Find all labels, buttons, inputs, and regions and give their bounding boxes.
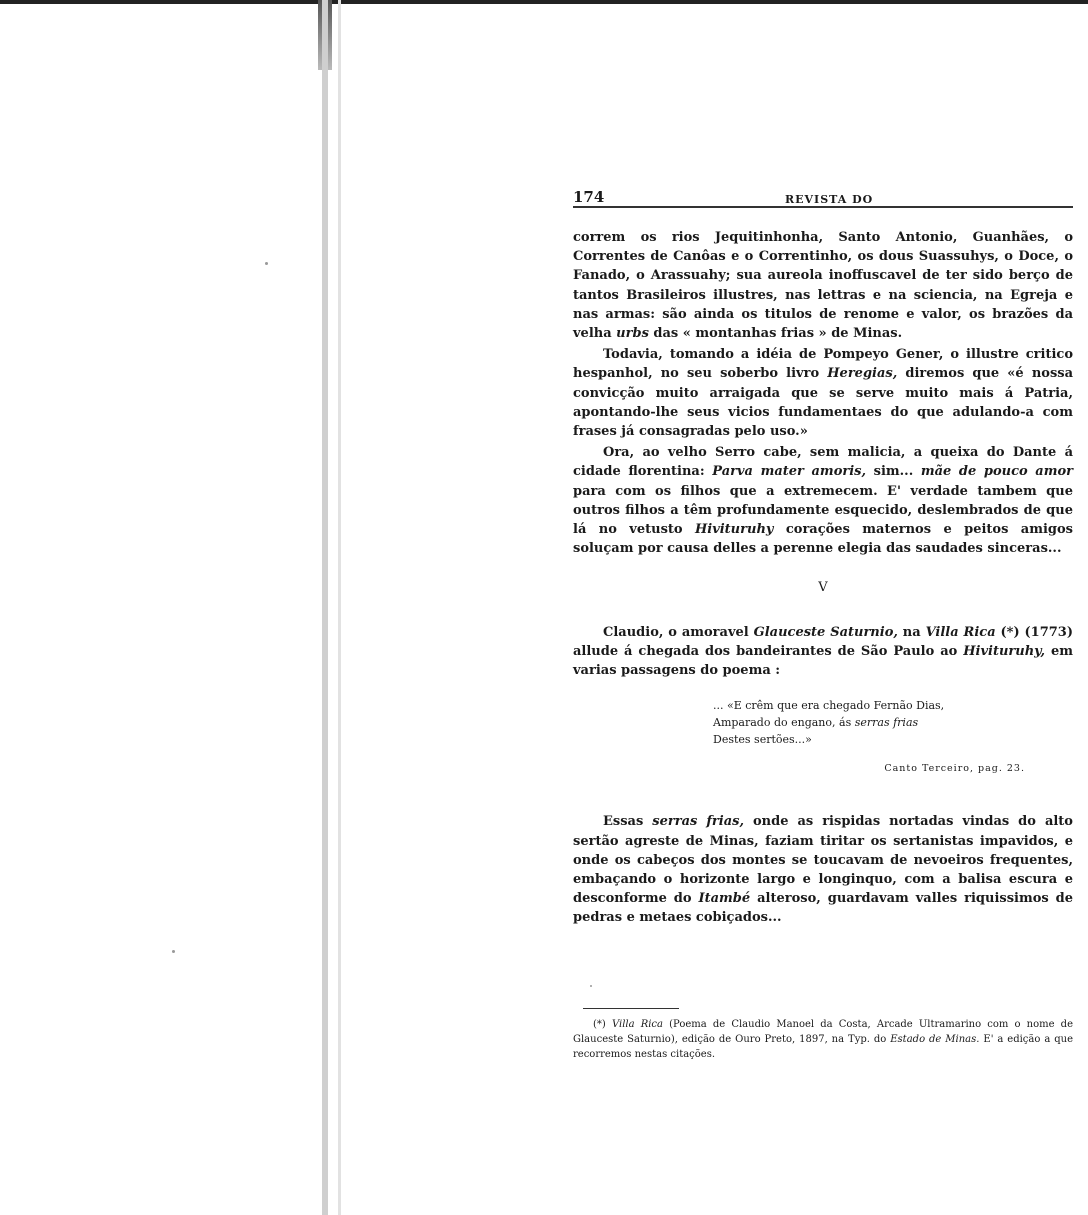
paragraph-serras: Essas serras frias, onde as rispidas nortadas vindas do alto sertão agreste de Minas, faziam tiritar os sertanistas impavidos, e onde os cabeços dos montes se toucavam de nevoeiros frequentes, embaçando o horizonte largo e longinquo, com a balisa escura e desconforme do Itambé alteroso, guardavam valles riquissimos de pedras e metaes cobiçados... <box>573 814 1074 926</box>
poem-quote <box>713 697 1073 748</box>
gutter-fold-light <box>338 0 341 1215</box>
page-header <box>573 180 1073 208</box>
section-v-paragraph: Claudio, o amoravel Glauceste Saturnio, na Villa Rica (*) (1773) allude á chegada dos bandeirantes de São Paulo ao Hivituruhy, em varias passagens do poema : <box>573 624 1073 679</box>
quote-source: Canto Terceiro, pag. 23. <box>884 763 1025 775</box>
book-gutter <box>318 0 352 1215</box>
quote-line: Amparado do engano, ás serras frias <box>713 716 919 730</box>
paper-speck <box>172 950 175 953</box>
section-heading: V <box>818 580 828 596</box>
paragraph-3: Ora, ao velho Serro cabe, sem malicia, a queixa do Dante á cidade florentina: Parva mater amoris, sim... mãe de pouco amor para com os filhos que a extremecem. E' verdade tambem que outros filhos a têm profundamente esquecido, deslembrados de que lá no vetusto Hivituruhy corações maternos e peitos amigos soluçam por causa delles a perenne elegia das saudades sinceras... <box>573 445 1074 557</box>
paragraph-2: Todavia, tomando a idéia de Pompeyo Gener, o illustre critico hespanhol, no seu soberbo livro Heregias, diremos que «é nossa convicção muito arraigada que se serve muito mais á Patria, apontando-lhe seus vicios fundamentaes do que adulando-a com frases já consagradas pelo uso.» <box>573 347 1074 440</box>
document-page <box>573 180 1073 1062</box>
footnote-rule <box>583 1008 679 1009</box>
gutter-fold <box>322 0 328 1215</box>
paper-speck <box>265 262 268 265</box>
top-edge-line <box>0 0 1088 4</box>
running-title: REVISTA DO <box>785 193 874 206</box>
quote-line: ... «E crêm que era chegado Fernão Dias, <box>713 699 945 713</box>
page-number: 174 <box>573 188 605 206</box>
quote-line: Destes sertões...» <box>713 733 812 747</box>
paragraph-1: correm os rios Jequitinhonha, Santo Antonio, Guanhães, o Correntes de Canôas e o Correntinho, os dous Suassuhys, o Doce, o Fanado, o Arassuahy; sua aureola inoffuscavel de ter sido berço de tantos Brasileiros illustres, nas lettras e na sciencia, na Egreja e nas armas: são ainda os titulos de renome e valor, os brazões da velha urbs das « montanhas frias » de Minas. <box>573 230 1073 342</box>
footnote: (*) Villa Rica (Poema de Claudio Manoel da Costa, Arcade Ultramarino com o nome de Glauceste Saturnio), edição de Ouro Preto, 1897, na Typ. do Estado de Minas. E' a edição a que recorremos nestas citações. <box>573 1018 1073 1060</box>
